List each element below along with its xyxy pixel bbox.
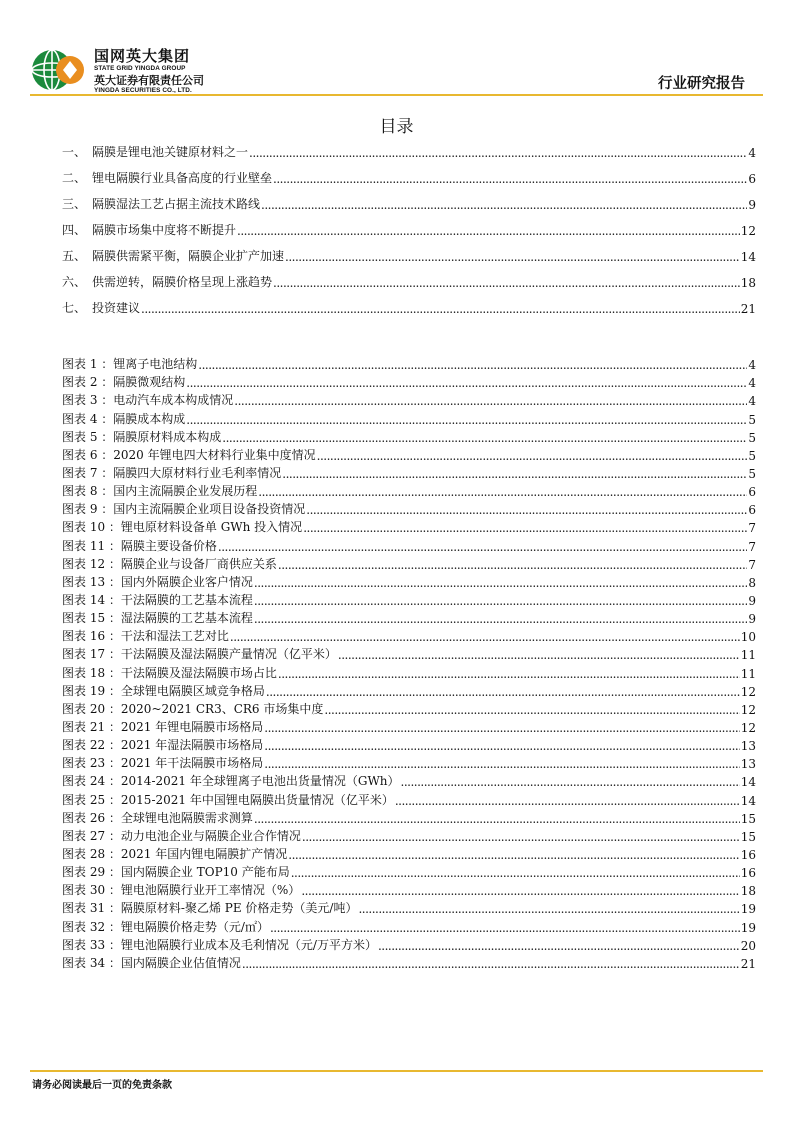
dot-leader bbox=[378, 939, 740, 953]
toc-section-entry[interactable] bbox=[62, 186, 756, 212]
toc-figure-entry[interactable] bbox=[62, 699, 756, 717]
page-number: 18 bbox=[740, 276, 756, 290]
figure-number: 图表 9 ： bbox=[62, 502, 114, 517]
dot-leader bbox=[141, 302, 740, 316]
toc-section-entry[interactable] bbox=[62, 134, 756, 160]
section-number: 一、 bbox=[62, 145, 87, 159]
toc-figure-entry[interactable] bbox=[62, 844, 756, 862]
figure-title: 干法隔膜及湿法隔膜市场占比 bbox=[120, 665, 277, 680]
dot-leader bbox=[234, 394, 747, 408]
figure-title: 锂电池隔膜行业开工率情况（%） bbox=[120, 883, 301, 898]
toc-figure-entry[interactable] bbox=[62, 535, 756, 553]
figure-number: 图表 21 ： bbox=[62, 719, 121, 734]
figure-title: 2020~2021 CR3、CR6 市场集中度 bbox=[120, 701, 324, 716]
figure-number: 图表 18 ： bbox=[62, 665, 121, 680]
page-number: 9 bbox=[748, 198, 756, 212]
toc-figure-entry[interactable] bbox=[62, 445, 756, 463]
dot-leader bbox=[278, 667, 740, 681]
page-number: 8 bbox=[748, 575, 756, 590]
page-number: 12 bbox=[740, 224, 756, 238]
page-number: 6 bbox=[748, 503, 756, 518]
dot-leader bbox=[218, 540, 747, 554]
page-number: 21 bbox=[740, 302, 756, 316]
toc-figure-entry[interactable] bbox=[62, 771, 756, 789]
figure-title: 干法和湿法工艺对比 bbox=[120, 629, 229, 644]
page-number: 15 bbox=[740, 829, 756, 844]
page-number: 4 bbox=[748, 394, 756, 409]
company-name-en: STATE GRID YINGDA GROUP bbox=[94, 65, 186, 72]
section-title: 投资建议 bbox=[92, 301, 141, 315]
toc-section-entry[interactable] bbox=[62, 238, 756, 264]
section-title: 隔膜供需紧平衡，隔膜企业扩产加速 bbox=[92, 249, 285, 263]
section-number: 五、 bbox=[62, 249, 87, 263]
section-title: 隔膜市场集中度将不断提升 bbox=[92, 223, 237, 237]
dot-leader bbox=[249, 146, 747, 160]
dot-leader bbox=[198, 358, 747, 372]
figure-title: 干法隔膜的工艺基本流程 bbox=[120, 592, 253, 607]
toc-figure-entry[interactable] bbox=[62, 408, 756, 426]
page-number: 11 bbox=[740, 648, 756, 663]
dot-leader bbox=[264, 721, 739, 735]
figure-title: 2014-2021 年全球锂离子电池出货量情况（GWh） bbox=[120, 774, 400, 789]
figure-number: 图表 29 ： bbox=[62, 865, 121, 880]
figure-number: 图表 17 ： bbox=[62, 647, 121, 662]
figure-title: 隔膜原材料成本构成 bbox=[113, 429, 222, 444]
figure-title: 隔膜原材料-聚乙烯 PE 价格走势（美元/吨） bbox=[120, 901, 358, 916]
figure-title: 国内主流隔膜企业项目设备投资情况 bbox=[113, 502, 306, 517]
section-title: 隔膜是锂电池关键原材料之一 bbox=[92, 145, 249, 159]
toc-figure-entry[interactable] bbox=[62, 826, 756, 844]
header-divider bbox=[30, 94, 763, 96]
figure-title: 锂电池隔膜行业成本及毛利情况（元/万平方米） bbox=[120, 937, 377, 952]
toc-sections-list bbox=[62, 134, 756, 316]
toc-figure-entry[interactable] bbox=[62, 789, 756, 807]
figure-number: 图表 33 ： bbox=[62, 937, 121, 952]
toc-figure-entry[interactable] bbox=[62, 463, 756, 481]
figure-number: 图表 1 ： bbox=[62, 357, 114, 372]
page-number: 18 bbox=[740, 884, 756, 899]
dot-leader bbox=[230, 630, 740, 644]
page-number: 5 bbox=[748, 448, 756, 463]
dot-leader bbox=[264, 757, 739, 771]
figure-number: 图表 5 ： bbox=[62, 429, 114, 444]
figure-title: 干法隔膜及湿法隔膜产量情况（亿平米） bbox=[120, 647, 337, 662]
dot-leader bbox=[282, 467, 747, 481]
dot-leader bbox=[258, 485, 747, 499]
dot-leader bbox=[288, 848, 739, 862]
toc-figure-entry[interactable] bbox=[62, 499, 756, 517]
page-number: 20 bbox=[740, 938, 756, 953]
toc-figure-entry[interactable] bbox=[62, 554, 756, 572]
page-number: 10 bbox=[740, 630, 756, 645]
dot-leader bbox=[242, 957, 740, 971]
figure-number: 图表 19 ： bbox=[62, 683, 121, 698]
toc-figure-entry[interactable] bbox=[62, 717, 756, 735]
toc-figure-entry[interactable] bbox=[62, 481, 756, 499]
toc-figure-entry[interactable] bbox=[62, 354, 756, 372]
figure-number: 图表 24 ： bbox=[62, 774, 121, 789]
page-number: 13 bbox=[740, 739, 756, 754]
figure-title: 全球锂电隔膜区域竞争格局 bbox=[120, 683, 265, 698]
figure-title: 锂电隔膜价格走势（元/㎡） bbox=[120, 919, 269, 934]
toc-figure-entry[interactable] bbox=[62, 898, 756, 916]
figure-number: 图表 6 ： bbox=[62, 447, 114, 462]
toc-figure-entry[interactable] bbox=[62, 390, 756, 408]
page-number: 4 bbox=[748, 146, 756, 160]
toc-figure-entry[interactable] bbox=[62, 916, 756, 934]
figure-title: 隔膜主要设备价格 bbox=[120, 538, 217, 553]
toc-figure-entry[interactable] bbox=[62, 953, 756, 971]
page-number: 12 bbox=[740, 720, 756, 735]
page-number: 9 bbox=[748, 612, 756, 627]
dot-leader bbox=[285, 250, 740, 264]
page-number: 6 bbox=[748, 172, 756, 186]
dot-leader bbox=[254, 812, 740, 826]
page-number: 7 bbox=[748, 521, 756, 536]
figure-number: 图表 27 ： bbox=[62, 828, 121, 843]
figure-title: 隔膜成本构成 bbox=[113, 411, 186, 426]
dot-leader bbox=[254, 594, 747, 608]
dot-leader bbox=[317, 449, 748, 463]
page-number: 16 bbox=[740, 866, 756, 881]
page-number: 19 bbox=[740, 902, 756, 917]
section-title: 供需逆转，隔膜价格呈现上涨趋势 bbox=[92, 275, 273, 289]
figure-number: 图表 30 ： bbox=[62, 883, 121, 898]
dot-leader bbox=[266, 685, 740, 699]
dot-leader bbox=[254, 576, 747, 590]
figure-number: 图表 22 ： bbox=[62, 738, 121, 753]
report-type-label: 行业研究报告 bbox=[658, 76, 745, 92]
toc-figure-entry[interactable] bbox=[62, 753, 756, 771]
dot-leader bbox=[186, 413, 747, 427]
toc-section-entry[interactable] bbox=[62, 160, 756, 186]
figure-title: 动力电池企业与隔膜企业合作情况 bbox=[120, 828, 301, 843]
dot-leader bbox=[395, 794, 740, 808]
figure-number: 图表 14 ： bbox=[62, 592, 121, 607]
toc-figure-entry[interactable] bbox=[62, 427, 756, 445]
toc-figure-entry[interactable] bbox=[62, 517, 756, 535]
dot-leader bbox=[273, 172, 747, 186]
figure-number: 图表 23 ： bbox=[62, 756, 121, 771]
figure-title: 国内主流隔膜企业发展历程 bbox=[113, 484, 258, 499]
toc-figure-entry[interactable] bbox=[62, 808, 756, 826]
toc-section-entry[interactable] bbox=[62, 212, 756, 238]
figure-number: 图表 8 ： bbox=[62, 484, 114, 499]
dot-leader bbox=[237, 224, 740, 238]
dot-leader bbox=[301, 884, 739, 898]
page-number: 7 bbox=[748, 557, 756, 572]
section-number: 三、 bbox=[62, 197, 87, 211]
section-number: 四、 bbox=[62, 223, 87, 237]
toc-figure-entry[interactable] bbox=[62, 372, 756, 390]
figure-number: 图表 7 ： bbox=[62, 465, 114, 480]
page-number: 14 bbox=[740, 775, 756, 790]
page-number: 14 bbox=[740, 250, 756, 264]
toc-figure-entry[interactable] bbox=[62, 662, 756, 680]
subsidiary-name-en: YINGDA SECURITIES CO., LTD. bbox=[94, 87, 192, 94]
page-number: 5 bbox=[748, 412, 756, 427]
toc-figure-entry[interactable] bbox=[62, 935, 756, 953]
page-number: 9 bbox=[748, 593, 756, 608]
disclaimer-note: 请务必阅读最后一页的免责条款 bbox=[32, 1080, 172, 1091]
toc-section-entry[interactable] bbox=[62, 290, 756, 316]
dot-leader bbox=[324, 703, 739, 717]
dot-leader bbox=[278, 558, 747, 572]
page-number: 12 bbox=[740, 684, 756, 699]
figure-number: 图表 15 ： bbox=[62, 611, 121, 626]
figure-number: 图表 31 ： bbox=[62, 901, 121, 916]
section-title: 隔膜湿法工艺占据主流技术路线 bbox=[92, 197, 261, 211]
dot-leader bbox=[254, 612, 747, 626]
brand-block bbox=[94, 48, 204, 95]
page-number: 7 bbox=[748, 539, 756, 554]
section-number: 六、 bbox=[62, 275, 87, 289]
toc-figures-list bbox=[62, 354, 756, 971]
page-number: 6 bbox=[748, 485, 756, 500]
section-number: 二、 bbox=[62, 171, 87, 185]
page-number: 16 bbox=[740, 847, 756, 862]
subsidiary-name-cn: 英大证券有限责任公司 bbox=[94, 74, 204, 87]
page-number: 4 bbox=[748, 358, 756, 373]
figure-number: 图表 28 ： bbox=[62, 846, 121, 861]
page-number: 5 bbox=[748, 466, 756, 481]
page-number: 12 bbox=[740, 702, 756, 717]
dot-leader bbox=[306, 503, 747, 517]
figure-title: 全球锂电池隔膜需求测算 bbox=[120, 810, 253, 825]
toc-figure-entry[interactable] bbox=[62, 681, 756, 699]
figure-title: 隔膜微观结构 bbox=[113, 375, 186, 390]
page-number: 15 bbox=[740, 811, 756, 826]
figure-title: 2021 年国内锂电隔膜扩产情况 bbox=[120, 846, 288, 861]
dot-leader bbox=[291, 866, 740, 880]
toc-figure-entry[interactable] bbox=[62, 880, 756, 898]
figure-title: 锂电原材料设备单 GWh 投入情况 bbox=[120, 520, 303, 535]
dot-leader bbox=[270, 921, 740, 935]
dot-leader bbox=[303, 521, 747, 535]
dot-leader bbox=[261, 198, 747, 212]
toc-figure-entry[interactable] bbox=[62, 608, 756, 626]
toc-figure-entry[interactable] bbox=[62, 626, 756, 644]
dot-leader bbox=[273, 276, 740, 290]
figure-title: 2015-2021 年中国锂电隔膜出货量情况（亿平米） bbox=[120, 792, 394, 807]
figure-number: 图表 26 ： bbox=[62, 810, 121, 825]
dot-leader bbox=[338, 648, 740, 662]
page-number: 11 bbox=[740, 666, 756, 681]
toc-figure-entry[interactable] bbox=[62, 862, 756, 880]
page-number: 21 bbox=[740, 956, 756, 971]
figure-title: 湿法隔膜的工艺基本流程 bbox=[120, 611, 253, 626]
figure-number: 图表 4 ： bbox=[62, 411, 114, 426]
figure-number: 图表 20 ： bbox=[62, 701, 121, 716]
figure-title: 锂离子电池结构 bbox=[113, 357, 198, 372]
dot-leader bbox=[302, 830, 740, 844]
section-title: 锂电隔膜行业具备高度的行业壁垒 bbox=[92, 171, 273, 185]
toc-figure-entry[interactable] bbox=[62, 572, 756, 590]
dot-leader bbox=[401, 775, 740, 789]
page-number: 5 bbox=[748, 430, 756, 445]
page-number: 19 bbox=[740, 920, 756, 935]
figure-number: 图表 25 ： bbox=[62, 792, 121, 807]
dot-leader bbox=[264, 739, 739, 753]
figure-title: 隔膜企业与设备厂商供应关系 bbox=[120, 556, 277, 571]
figure-title: 2021 年湿法隔膜市场格局 bbox=[120, 738, 264, 753]
figure-title: 国内外隔膜企业客户情况 bbox=[120, 574, 253, 589]
section-number: 七、 bbox=[62, 301, 87, 315]
toc-section-entry[interactable] bbox=[62, 264, 756, 290]
footer-divider bbox=[30, 1070, 763, 1072]
figure-number: 图表 11 ： bbox=[62, 538, 121, 553]
toc-title: 目录 bbox=[379, 117, 414, 137]
figure-number: 图表 10 ： bbox=[62, 520, 121, 535]
dot-leader bbox=[358, 902, 739, 916]
figure-title: 国内隔膜企业估值情况 bbox=[120, 955, 241, 970]
figure-number: 图表 16 ： bbox=[62, 629, 121, 644]
toc-figure-entry[interactable] bbox=[62, 735, 756, 753]
figure-title: 国内隔膜企业 TOP10 产能布局 bbox=[120, 865, 290, 880]
figure-number: 图表 12 ： bbox=[62, 556, 121, 571]
figure-number: 图表 2 ： bbox=[62, 375, 114, 390]
toc-figure-entry[interactable] bbox=[62, 590, 756, 608]
yingda-logo-icon bbox=[30, 44, 86, 96]
figure-title: 2021 年干法隔膜市场格局 bbox=[120, 756, 264, 771]
figure-title: 2021 年锂电隔膜市场格局 bbox=[120, 719, 264, 734]
page-number: 14 bbox=[740, 793, 756, 808]
figure-number: 图表 34 ： bbox=[62, 955, 121, 970]
figure-title: 隔膜四大原材料行业毛利率情况 bbox=[113, 465, 282, 480]
company-name-cn: 国网英大集团 bbox=[94, 47, 191, 65]
page-number: 13 bbox=[740, 757, 756, 772]
figure-title: 电动汽车成本构成情况 bbox=[113, 393, 234, 408]
dot-leader bbox=[186, 376, 747, 390]
figure-title: 2020 年锂电四大材料行业集中度情况 bbox=[113, 447, 316, 462]
figure-number: 图表 13 ： bbox=[62, 574, 121, 589]
figure-number: 图表 32 ： bbox=[62, 919, 121, 934]
toc-figure-entry[interactable] bbox=[62, 644, 756, 662]
page-number: 4 bbox=[748, 376, 756, 391]
figure-number: 图表 3 ： bbox=[62, 393, 114, 408]
dot-leader bbox=[222, 431, 747, 445]
